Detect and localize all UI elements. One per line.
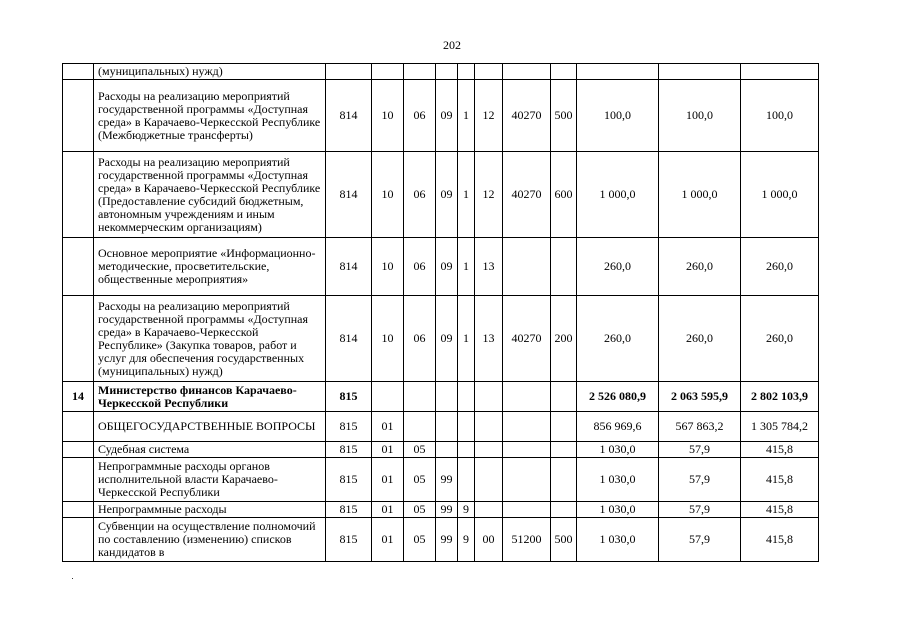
subprogram-code: 1 xyxy=(458,152,475,238)
direction-code: 40270 xyxy=(503,296,551,382)
activity-code xyxy=(475,442,503,458)
activity-code: 12 xyxy=(475,152,503,238)
ministry-code: 815 xyxy=(326,458,372,502)
amount-year-3: 415,8 xyxy=(741,458,819,502)
program-code: 09 xyxy=(436,296,458,382)
expense-type-code xyxy=(551,442,577,458)
section-code: 01 xyxy=(372,502,404,518)
expense-name: ОБЩЕГОСУДАРСТВЕННЫЕ ВОПРОСЫ xyxy=(94,412,326,442)
subprogram-code: 9 xyxy=(458,502,475,518)
ministry-code: 815 xyxy=(326,382,372,412)
row-number xyxy=(63,152,94,238)
row-number xyxy=(63,238,94,296)
amount-year-3: 415,8 xyxy=(741,442,819,458)
section-code xyxy=(372,64,404,80)
amount-year-2 xyxy=(659,64,741,80)
amount-year-2: 260,0 xyxy=(659,238,741,296)
expense-type-code: 600 xyxy=(551,152,577,238)
amount-year-3: 1 000,0 xyxy=(741,152,819,238)
expense-name: (муниципальных) нужд) xyxy=(94,64,326,80)
section-code: 10 xyxy=(372,80,404,152)
ministry-code: 815 xyxy=(326,442,372,458)
amount-year-2: 57,9 xyxy=(659,442,741,458)
amount-year-1: 260,0 xyxy=(577,296,659,382)
expense-type-code: 200 xyxy=(551,296,577,382)
amount-year-1: 1 030,0 xyxy=(577,458,659,502)
direction-code: 40270 xyxy=(503,152,551,238)
expense-name: Расходы на реализацию мероприятий государственной программы «Доступная среда» в Карачаево-Черкесской Республике (Предоставление субсидий бюджетным, автономным учреждениям и иным некоммерческим организациям) xyxy=(94,152,326,238)
amount-year-1: 2 526 080,9 xyxy=(577,382,659,412)
section-code: 01 xyxy=(372,412,404,442)
activity-code xyxy=(475,382,503,412)
table-row xyxy=(63,458,819,502)
subprogram-code: 1 xyxy=(458,80,475,152)
ministry-code: 815 xyxy=(326,518,372,562)
subprogram-code: 1 xyxy=(458,238,475,296)
subprogram-code: 9 xyxy=(458,518,475,562)
amount-year-2: 100,0 xyxy=(659,80,741,152)
activity-code: 00 xyxy=(475,518,503,562)
subsection-code: 05 xyxy=(404,502,436,518)
subsection-code: 05 xyxy=(404,458,436,502)
amount-year-1: 1 030,0 xyxy=(577,502,659,518)
subsection-code: 06 xyxy=(404,152,436,238)
direction-code: 40270 xyxy=(503,80,551,152)
amount-year-1 xyxy=(577,64,659,80)
program-code xyxy=(436,382,458,412)
amount-year-3: 260,0 xyxy=(741,238,819,296)
activity-code xyxy=(475,412,503,442)
amount-year-2: 567 863,2 xyxy=(659,412,741,442)
ministry-code: 815 xyxy=(326,412,372,442)
amount-year-3: 415,8 xyxy=(741,518,819,562)
subsection-code: 05 xyxy=(404,442,436,458)
amount-year-3 xyxy=(741,64,819,80)
expense-type-code: 500 xyxy=(551,80,577,152)
ministry-code: 815 xyxy=(326,502,372,518)
amount-year-2: 1 000,0 xyxy=(659,152,741,238)
ministry-code: 814 xyxy=(326,152,372,238)
program-code: 09 xyxy=(436,80,458,152)
amount-year-3: 2 802 103,9 xyxy=(741,382,819,412)
program-code xyxy=(436,412,458,442)
direction-code xyxy=(503,442,551,458)
direction-code xyxy=(503,458,551,502)
page-number: 202 xyxy=(443,38,461,52)
amount-year-3: 1 305 784,2 xyxy=(741,412,819,442)
direction-code xyxy=(503,64,551,80)
subprogram-code: 1 xyxy=(458,296,475,382)
expense-type-code xyxy=(551,412,577,442)
activity-code: 13 xyxy=(475,238,503,296)
row-number xyxy=(63,80,94,152)
row-number xyxy=(63,64,94,80)
table-row xyxy=(63,442,819,458)
row-number xyxy=(63,412,94,442)
subsection-code: 06 xyxy=(404,296,436,382)
direction-code xyxy=(503,238,551,296)
program-code xyxy=(436,442,458,458)
direction-code xyxy=(503,502,551,518)
amount-year-1: 260,0 xyxy=(577,238,659,296)
table-row xyxy=(63,64,819,80)
activity-code xyxy=(475,64,503,80)
amount-year-2: 2 063 595,9 xyxy=(659,382,741,412)
expense-name: Министерство финансов Карачаево-Черкесской Республики xyxy=(94,382,326,412)
section-code: 01 xyxy=(372,442,404,458)
program-code: 99 xyxy=(436,458,458,502)
amount-year-1: 1 000,0 xyxy=(577,152,659,238)
subsection-code: 05 xyxy=(404,518,436,562)
table-row xyxy=(63,152,819,238)
expense-name: Непрограммные расходы органов исполнительной власти Карачаево-Черкесской Республики xyxy=(94,458,326,502)
activity-code: 13 xyxy=(475,296,503,382)
row-number xyxy=(63,502,94,518)
scan-speck xyxy=(72,578,73,579)
row-number xyxy=(63,458,94,502)
subprogram-code xyxy=(458,64,475,80)
section-code: 10 xyxy=(372,152,404,238)
subsection-code xyxy=(404,412,436,442)
amount-year-2: 57,9 xyxy=(659,518,741,562)
row-number xyxy=(63,442,94,458)
expense-type-code xyxy=(551,458,577,502)
subsection-code xyxy=(404,382,436,412)
expense-type-code: 500 xyxy=(551,518,577,562)
activity-code xyxy=(475,458,503,502)
subprogram-code xyxy=(458,442,475,458)
budget-table xyxy=(62,63,819,562)
subsection-code: 06 xyxy=(404,238,436,296)
expense-name: Основное мероприятие «Информационно-методические, просветительские, общественные мероприятия» xyxy=(94,238,326,296)
amount-year-1: 856 969,6 xyxy=(577,412,659,442)
row-number xyxy=(63,296,94,382)
table-row xyxy=(63,296,819,382)
activity-code xyxy=(475,502,503,518)
program-code: 09 xyxy=(436,238,458,296)
ministry-code: 814 xyxy=(326,296,372,382)
amount-year-3: 260,0 xyxy=(741,296,819,382)
program-code: 99 xyxy=(436,518,458,562)
direction-code xyxy=(503,382,551,412)
amount-year-3: 100,0 xyxy=(741,80,819,152)
amount-year-1: 1 030,0 xyxy=(577,442,659,458)
table-row xyxy=(63,80,819,152)
section-code: 10 xyxy=(372,296,404,382)
section-code: 01 xyxy=(372,458,404,502)
subprogram-code xyxy=(458,458,475,502)
ministry-code: 814 xyxy=(326,238,372,296)
expense-type-code xyxy=(551,382,577,412)
row-number: 14 xyxy=(63,382,94,412)
section-code: 01 xyxy=(372,518,404,562)
section-code: 10 xyxy=(372,238,404,296)
expense-name: Судебная система xyxy=(94,442,326,458)
direction-code xyxy=(503,412,551,442)
amount-year-1: 1 030,0 xyxy=(577,518,659,562)
expense-name: Субвенции на осуществление полномочий по составлению (изменению) списков кандидатов в xyxy=(94,518,326,562)
program-code: 99 xyxy=(436,502,458,518)
subprogram-code xyxy=(458,382,475,412)
table-row xyxy=(63,382,819,412)
row-number xyxy=(63,518,94,562)
expense-type-code xyxy=(551,64,577,80)
activity-code: 12 xyxy=(475,80,503,152)
amount-year-3: 415,8 xyxy=(741,502,819,518)
amount-year-2: 260,0 xyxy=(659,296,741,382)
expense-name: Расходы на реализацию мероприятий государственной программы «Доступная среда» в Карачаево-Черкесской Республике (Межбюджетные трансферты) xyxy=(94,80,326,152)
table-row xyxy=(63,412,819,442)
ministry-code: 814 xyxy=(326,80,372,152)
direction-code: 51200 xyxy=(503,518,551,562)
table-row xyxy=(63,238,819,296)
subsection-code: 06 xyxy=(404,80,436,152)
expense-name: Расходы на реализацию мероприятий государственной программы «Доступная среда» в Карачаево-Черкесской Республике» (Закупка товаров, работ и услуг для обеспечения государственных (муниципальных) нужд) xyxy=(94,296,326,382)
program-code xyxy=(436,64,458,80)
ministry-code xyxy=(326,64,372,80)
subsection-code xyxy=(404,64,436,80)
amount-year-2: 57,9 xyxy=(659,458,741,502)
amount-year-1: 100,0 xyxy=(577,80,659,152)
amount-year-2: 57,9 xyxy=(659,502,741,518)
program-code: 09 xyxy=(436,152,458,238)
table-row xyxy=(63,518,819,562)
table-row xyxy=(63,502,819,518)
expense-type-code xyxy=(551,238,577,296)
section-code xyxy=(372,382,404,412)
expense-type-code xyxy=(551,502,577,518)
expense-name: Непрограммные расходы xyxy=(94,502,326,518)
subprogram-code xyxy=(458,412,475,442)
